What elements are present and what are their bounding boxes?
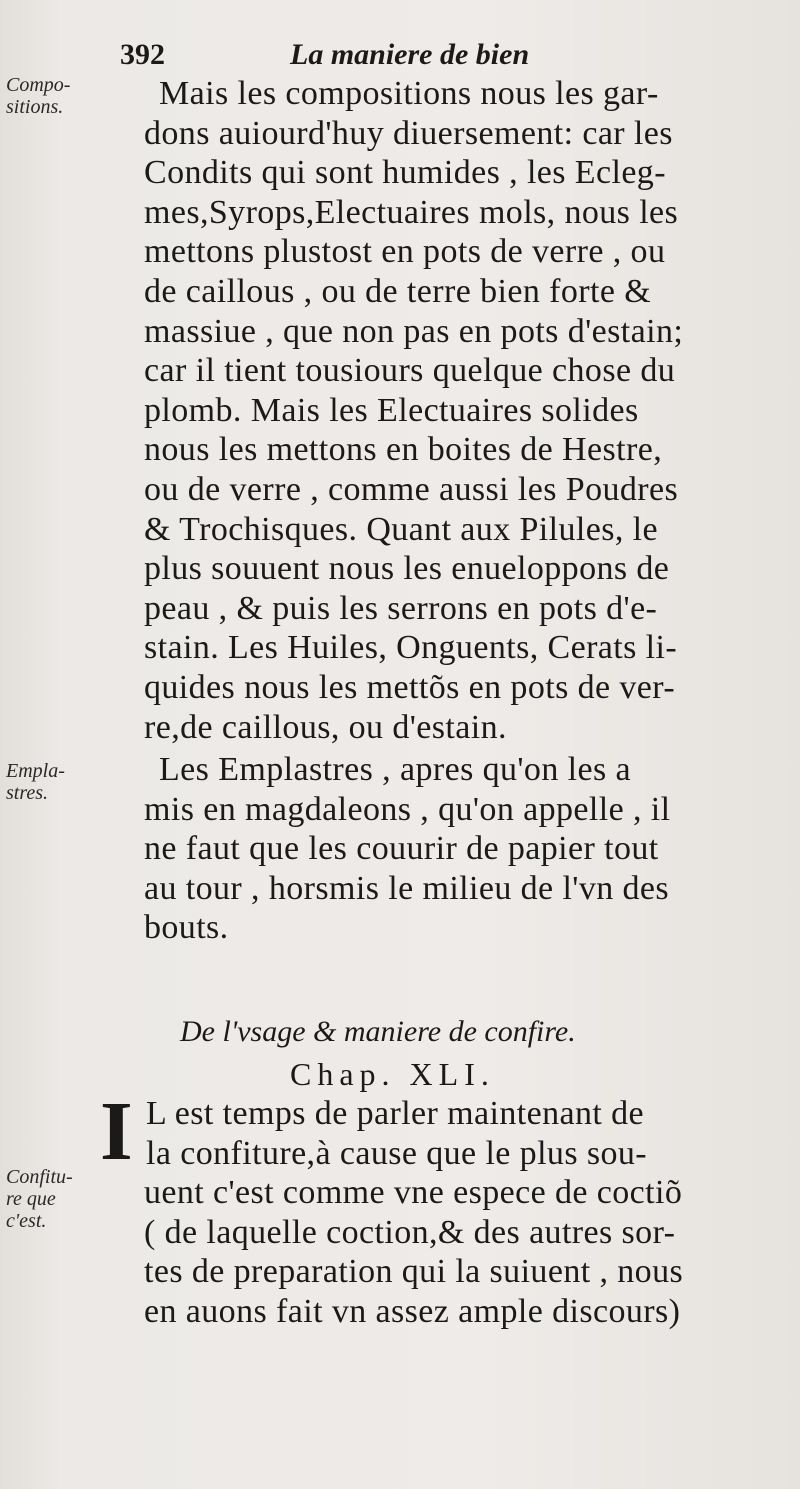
text-line: re,de caillous, ou d'estain. xyxy=(144,708,507,746)
margin-note-emplastres xyxy=(6,760,96,804)
text-line: & Trochisques. Quant aux Pilules, le xyxy=(144,510,659,548)
text-line: peau , & puis les serrons en pots d'e- xyxy=(144,589,658,627)
text-line: plomb. Mais les Electuaires solides xyxy=(144,391,639,429)
chapter-paragraph xyxy=(104,1094,794,1332)
text-line: bouts. xyxy=(144,909,229,947)
text-line: massiue , que non pas en pots d'estain; xyxy=(144,312,684,350)
margin-note-line: sitions. xyxy=(6,96,64,118)
text-line: au tour , horsmis le milieu de l'vn des xyxy=(144,869,670,907)
section-title: De l'vsage & maniere de confire. xyxy=(180,1015,576,1048)
text-line: ou de verre , comme aussi les Poudres xyxy=(144,470,679,508)
text-line: tes de preparation qui la suiuent , nous xyxy=(144,1253,684,1291)
text-line: Mais les compositions nous les gar- xyxy=(159,75,659,112)
text-line: stain. Les Huiles, Onguents, Cerats li- xyxy=(144,629,678,667)
margin-note-line: re que xyxy=(6,1188,56,1210)
text-line: la confiture,à cause que le plus sou- xyxy=(146,1134,648,1172)
margin-note-confiture xyxy=(6,1166,96,1232)
margin-note-line: Confitu- xyxy=(6,1166,73,1188)
paragraph-compositions xyxy=(104,74,794,747)
drop-cap: I xyxy=(100,1085,133,1178)
text-line: de caillous , ou de terre bien forte & xyxy=(144,272,652,310)
text-line: car il tient tousiours quelque chose du xyxy=(144,352,676,390)
page-header xyxy=(120,38,640,78)
chapter-heading: Chap. XLI. xyxy=(290,1056,495,1092)
text-line: nous les mettons en boites de Hestre, xyxy=(144,431,663,469)
text-line: ( de laquelle coction,& des autres sor- xyxy=(144,1213,676,1251)
text-line: mis en magdaleons , qu'on appelle , il xyxy=(144,790,671,828)
text-line: en auons fait vn assez ample discours) xyxy=(144,1292,681,1330)
margin-note-compositions xyxy=(6,74,96,118)
text-line: dons auiourd'huy diuersement: car les xyxy=(144,114,673,152)
margin-note-line: c'est. xyxy=(6,1210,47,1232)
text-line: L est temps de parler maintenant de xyxy=(146,1095,645,1132)
paragraph-emplastres xyxy=(104,750,794,948)
text-line: uent c'est comme vne espece de coctiõ xyxy=(144,1174,683,1212)
text-line: Condits qui sont humides , les Ecleg- xyxy=(144,154,666,192)
text-line: mes,Syrops,Electuaires mols, nous les xyxy=(144,193,679,231)
margin-note-line: stres. xyxy=(6,782,49,804)
text-line: mettons plustost en pots de verre , ou xyxy=(144,233,666,271)
running-title: La maniere de bien xyxy=(290,38,530,71)
margin-note-line: Compo- xyxy=(6,74,71,96)
margin-note-line: Empla- xyxy=(6,760,65,782)
text-line: Les Emplastres , apres qu'on les a xyxy=(159,751,631,788)
text-line: quides nous les mettõs en pots de ver- xyxy=(144,668,676,706)
text-line: plus souuent nous les enueloppons de xyxy=(144,550,670,588)
page-number: 392 xyxy=(120,38,165,71)
text-line: ne faut que les couurir de papier tout xyxy=(144,830,659,868)
